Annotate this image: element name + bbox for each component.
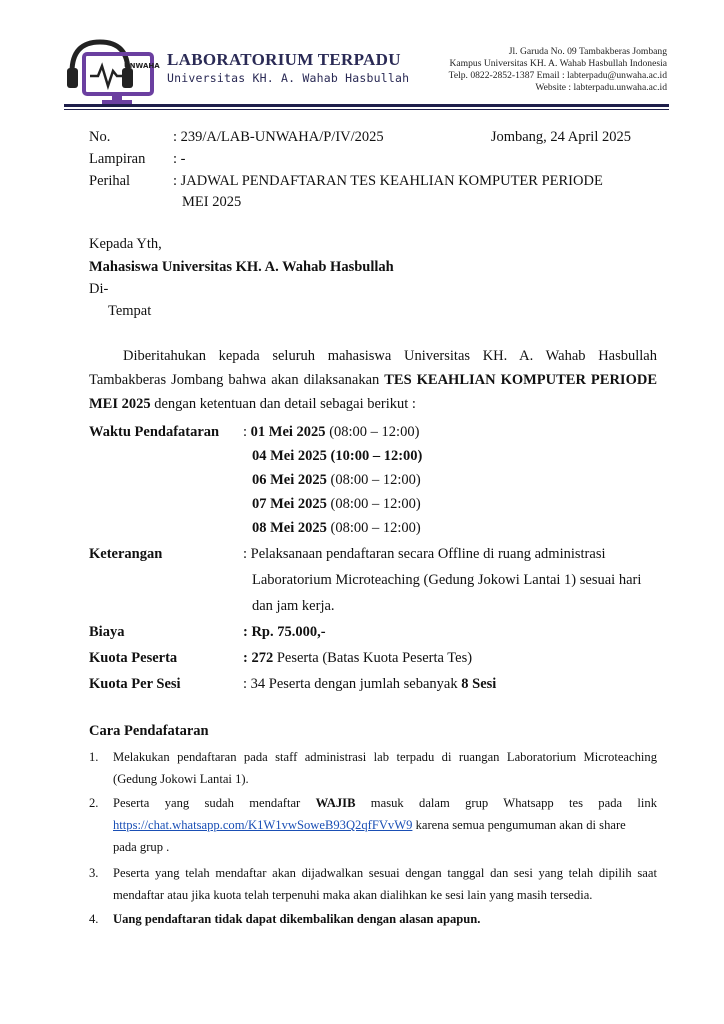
schedule-row: [252, 448, 422, 465]
schedule-row: [252, 496, 421, 513]
kuota-value: [243, 650, 472, 667]
list-text: [113, 814, 657, 836]
colon: :: [243, 424, 251, 440]
list-number: 4.: [89, 912, 99, 926]
schedule-date: 04 Mei 2025: [252, 448, 327, 464]
lab-logo: [64, 38, 160, 106]
header-divider: [64, 104, 669, 107]
keterangan-line: Laboratorium Microteaching (Gedung Jokowi Lantai 1) sesuai hari: [252, 572, 642, 588]
sesi-label: Kuota Per Sesi: [89, 676, 181, 692]
list-text: Melakukan pendaftaran pada staff administrasi lab terpadu di ruangan Laboratorium Microteaching: [113, 750, 657, 764]
intro-line-2: [89, 368, 657, 392]
schedule-date: 07 Mei 2025: [252, 496, 327, 512]
schedule-row: [252, 472, 421, 489]
perihal-value-cont: MEI 2025: [182, 194, 242, 210]
lampiran-value: : -: [173, 151, 186, 167]
kuota-desc: Peserta (Batas Kuota Peserta Tes): [273, 650, 473, 666]
list-text: Uang pendaftaran tidak dapat dikembalikan dengan alasan apapun.: [113, 912, 481, 926]
cara-list: [89, 746, 657, 926]
schedule-time: (08:00 – 12:00): [326, 496, 421, 512]
biaya-label: Biaya: [89, 624, 125, 640]
sesi-value: [243, 676, 496, 693]
whatsapp-link[interactable]: https://chat.whatsapp.com/K1W1vwSoweB93Q2qfFVvW9: [113, 818, 413, 832]
keterangan-label: Keterangan: [89, 546, 163, 562]
lab-address: [449, 46, 667, 94]
intro-paragraph: [89, 344, 657, 416]
keterangan-line: dan jam kerja.: [252, 598, 335, 614]
perihal-value: : JADWAL PENDAFTARAN TES KEAHLIAN KOMPUTER PERIODE: [173, 173, 603, 189]
list-text-part: karena semua pengumuman akan di share: [412, 818, 626, 832]
schedule-date: 06 Mei 2025: [252, 472, 327, 488]
list-text: (Gedung Jokowi Lantai 1).: [113, 772, 249, 786]
list-number: 2.: [89, 796, 99, 810]
list-text: mendaftar atau jika kuota telah terpenuhi maka akan dialihkan ke sesi lain yang masih tersedia.: [113, 888, 593, 902]
list-text-part: masuk dalam grup Whatsapp tes pada link: [355, 796, 657, 810]
lab-title: LABORATORIUM TERPADU: [167, 50, 401, 69]
letter-date: Jombang, 24 April 2025: [490, 129, 631, 145]
list-number: 3.: [89, 866, 99, 880]
schedule-time: (08:00 – 12:00): [326, 520, 421, 536]
keterangan-line: : Pelaksanaan pendaftaran secara Offline di ruang administrasi: [243, 546, 606, 562]
intro-period: MEI 2025: [89, 396, 151, 412]
list-text: Peserta yang telah mendaftar akan dijadwalkan sesuai dengan tanggal dan sesi yang telah dipilih saat: [113, 866, 657, 880]
recipient-tempat: Tempat: [108, 303, 152, 319]
kuota-number: 272: [251, 650, 274, 666]
recipient-name: Mahasiswa Universitas KH. A. Wahab Hasbullah: [89, 259, 394, 275]
list-text-part: Peserta yang sudah mendaftar: [113, 796, 316, 810]
address-line: Kampus Universitas KH. A. Wahab Hasbullah Indonesia: [449, 58, 667, 69]
schedule-time: (10:00 – 12:00): [326, 448, 423, 464]
schedule-date: 01 Mei 2025: [250, 424, 326, 440]
intro-line-3: [89, 392, 657, 416]
no-label: No.: [89, 129, 111, 145]
list-number: 1.: [89, 750, 99, 764]
logo-text: UNWAHA: [124, 62, 160, 70]
lampiran-label: Lampiran: [89, 151, 146, 167]
header-divider-thin: [64, 109, 669, 110]
colon: :: [243, 650, 252, 666]
biaya-value: : Rp. 75.000,-: [243, 624, 326, 640]
schedule-date: 08 Mei 2025: [252, 520, 327, 536]
schedule-time: (08:00 – 12:00): [326, 472, 421, 488]
waktu-label: Waktu Pendafataran: [89, 424, 220, 440]
wajib-text: WAJIB: [315, 796, 356, 810]
cara-title: Cara Pendafataran: [89, 723, 209, 739]
sesi-count: 8 Sesi: [461, 676, 497, 692]
address-line: Jl. Garuda No. 09 Tambakberas Jombang: [508, 46, 667, 57]
recipient-di: Di-: [89, 281, 109, 297]
list-text: [113, 792, 657, 814]
intro-event: TES KEAHLIAN KOMPUTER PERIODE: [384, 372, 657, 388]
schedule-row: [252, 520, 421, 537]
schedule-row: [243, 424, 419, 441]
lab-subtitle: Universitas KH. A. Wahab Hasbullah: [167, 71, 410, 85]
schedule-time: (08:00 – 12:00): [325, 424, 420, 440]
address-line: Telp. 0822-2852-1387 Email : labterpadu@unwaha.ac.id: [448, 70, 667, 81]
kuota-label: Kuota Peserta: [89, 650, 178, 666]
address-line: Website : labterpadu.unwaha.ac.id: [535, 82, 667, 93]
sesi-desc: : 34 Peserta dengan jumlah sebanyak: [243, 676, 462, 692]
list-text: pada grup .: [113, 840, 170, 854]
intro-line-1: Diberitahukan kepada seluruh mahasiswa Universitas KH. A. Wahab Hasbullah: [123, 348, 657, 364]
intro-text-end: dengan ketentuan dan detail sebagai berikut :: [150, 396, 416, 412]
greeting: Kepada Yth,: [89, 236, 162, 252]
intro-text: Tambakberas Jombang bahwa akan dilaksanakan: [89, 372, 385, 388]
no-value: : 239/A/LAB-UNWAHA/P/IV/2025: [173, 129, 384, 145]
perihal-label: Perihal: [89, 173, 131, 189]
